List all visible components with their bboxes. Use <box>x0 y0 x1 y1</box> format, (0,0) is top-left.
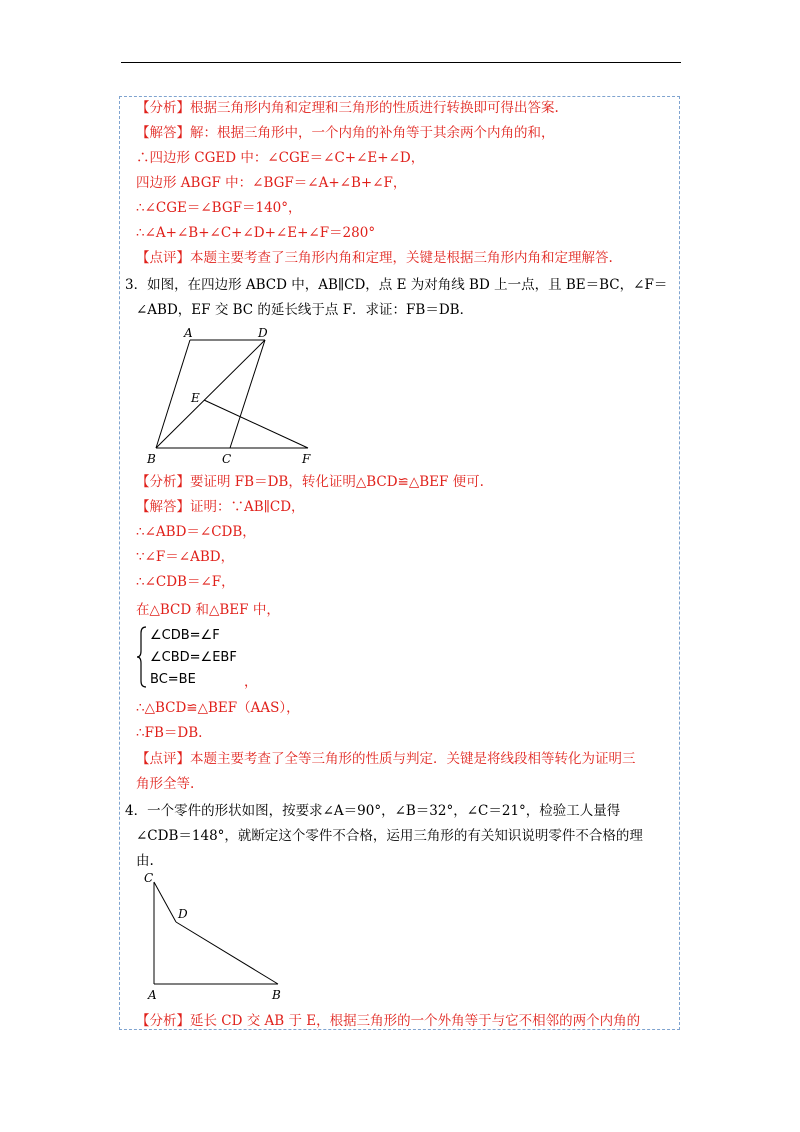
proof-line-1: 【解答】证明：∵AB∥CD， <box>136 499 305 515</box>
solution-line-5: ∴∠A+∠B+∠C+∠D+∠E+∠F＝280° <box>136 225 376 241</box>
question-4-line-3: 由. <box>136 853 154 869</box>
comment-2-line-2: 角形全等. <box>136 776 195 792</box>
figure-quadrilateral <box>140 322 320 470</box>
solution-line-4: ∴∠CGE＝∠BGF＝140°， <box>136 200 302 216</box>
comment-2-line-1: 【点评】本题主要考查了全等三角形的性质与判定．关键是将线段相等转化为证明三 <box>136 751 636 767</box>
fig1-label-a: A <box>184 326 193 340</box>
question-4-line-2: ∠CDB＝148°，就断定这个零件不合格，运用三角形的有关知识说明零件不合格的理 <box>136 828 643 844</box>
equation-brace <box>136 625 148 689</box>
fig1-label-c: C <box>222 452 232 466</box>
proof-line-5: 在△BCD 和△BEF 中， <box>136 602 280 618</box>
solution-line-3: 四边形 ABGF 中：∠BGF＝∠A+∠B+∠F， <box>136 175 407 191</box>
figure-part <box>138 868 298 1004</box>
analysis-2-line: 【分析】要证明 FB＝DB，转化证明△BCD≌△BEF 便可. <box>136 474 484 490</box>
system-eq-1: ∠CDB=∠F <box>150 628 220 643</box>
header-rule <box>121 62 681 63</box>
fig2-label-b: B <box>272 988 281 1002</box>
proof-line-7: ∴FB＝DB. <box>136 725 203 741</box>
system-comma: ， <box>244 674 258 690</box>
analysis-3-line: 【分析】延长 CD 交 AB 于 E，根据三角形的一个外角等于与它不相邻的两个内角的 <box>136 1013 641 1029</box>
fig2-label-a: A <box>148 988 157 1002</box>
proof-line-6: ∴△BCD≌△BEF（AAS）， <box>136 700 300 716</box>
question-3-line-1: 3．如图，在四边形 ABCD 中，AB∥CD，点 E 为对角线 BD 上一点，且 BE＝BC，∠F＝ <box>125 277 668 293</box>
proof-line-2: ∴∠ABD＝∠CDB， <box>136 524 256 540</box>
proof-line-4: ∴∠CDB＝∠F， <box>136 574 235 590</box>
question-4-line-1: 4．一个零件的形状如图，按要求∠A＝90°，∠B＝32°，∠C＝21°，检验工人量得 <box>125 803 621 819</box>
fig1-label-d: D <box>258 326 268 340</box>
solution-line-2: ∴四边形 CGED 中：∠CGE＝∠C+∠E+∠D， <box>136 150 425 166</box>
fig1-label-f: F <box>302 452 311 466</box>
comment-line-1: 【点评】本题主要考查了三角形内角和定理，关键是根据三角形内角和定理解答. <box>136 250 613 266</box>
fig1-label-e: E <box>191 391 200 405</box>
solution-line-1: 【解答】解：根据三角形中，一个内角的补角等于其余两个内角的和， <box>136 125 555 141</box>
fig2-label-c: C <box>144 871 154 885</box>
question-3-line-2: ∠ABD，EF 交 BC 的延长线于点 F．求证：FB＝DB． <box>136 302 474 318</box>
analysis-line-1: 【分析】根据三角形内角和定理和三角形的性质进行转换即可得出答案. <box>136 100 559 116</box>
system-eq-2: ∠CBD=∠EBF <box>150 650 237 665</box>
system-eq-3: BC=BE <box>150 672 196 687</box>
proof-line-3: ∵∠F＝∠ABD， <box>136 549 235 565</box>
fig2-label-d: D <box>178 907 188 921</box>
fig1-label-b: B <box>147 452 156 466</box>
